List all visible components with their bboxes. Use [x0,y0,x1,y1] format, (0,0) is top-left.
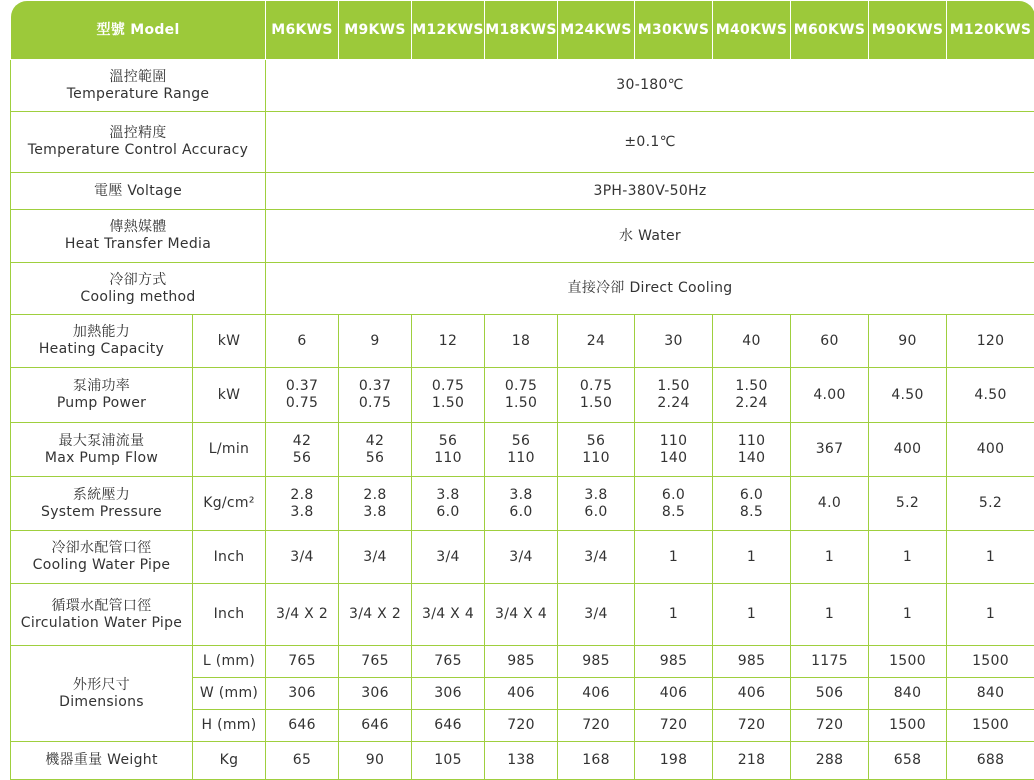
value-cell [869,477,947,531]
row-label [11,112,266,173]
unit-cell: H (mm) [193,710,266,742]
label-zh: 溫控範圍 [109,68,167,85]
value-cell: 765 [412,646,485,678]
value-cell [266,368,339,423]
unit-cell: L (mm) [193,646,266,678]
value-cell: 90 [869,315,947,368]
value-cell: 60 [791,315,869,368]
value-cell [791,368,869,423]
value-cell: 1 [947,531,1034,584]
value-cell: 658 [869,742,947,780]
value-line: 0.75 [579,378,613,394]
row-dimensions-l [11,646,1034,678]
value-cell: 1175 [791,646,869,678]
value-cell [713,477,791,531]
value-cell [791,423,869,477]
row-label [11,531,193,584]
value-cell: 646 [266,710,339,742]
label-zh: 傳熱媒體 [109,219,167,235]
unit-cell: Kg/cm² [193,477,266,531]
value-cell [412,477,485,531]
value-line: 367 [815,441,844,457]
unit-cell: kW [193,368,266,423]
value-line: 0.37 [358,378,392,394]
value-cell: 406 [713,678,791,710]
value-line: 5.2 [978,495,1003,511]
label-zh: 冷卻方式 [109,271,167,288]
value-cell: 985 [635,646,713,678]
row-control-accuracy [11,112,1034,173]
spec-table [10,0,1034,780]
value-line: 0.75 [285,395,319,411]
label-zh: 外形尺寸 [72,676,131,693]
value-cell: 646 [339,710,412,742]
value-cell: 218 [713,742,791,780]
value-line: 3.8 [363,503,387,520]
spanned-value: 3PH-380V-50Hz [266,173,1034,210]
value-cell: 306 [339,678,412,710]
value-line: 0.75 [504,378,538,394]
value-cell: 3/4 [412,531,485,584]
value-line: 3.8 [584,486,608,503]
value-cell: 168 [558,742,635,780]
value-cell: 985 [713,646,791,678]
row-max-pump-flow [11,423,1034,477]
value-line: 4.50 [891,386,924,403]
value-cell: 40 [713,315,791,368]
spanned-value: 水 Water [266,210,1034,263]
value-line: 1.50 [657,378,690,394]
value-cell: 765 [266,646,339,678]
value-cell: 1500 [947,710,1034,742]
value-cell: 720 [558,710,635,742]
value-cell [791,477,869,531]
row-pump-power [11,368,1034,423]
value-cell [266,477,339,531]
model-header-cell: M120KWS [947,1,1034,60]
row-label: 機器重量 Weight [11,742,193,780]
model-header-cell: M30KWS [635,1,713,60]
value-cell: 688 [947,742,1034,780]
label-en: Cooling Water Pipe [32,557,171,573]
value-line: 2.8 [290,486,314,503]
value-cell: 30 [635,315,713,368]
value-line: 3.8 [290,503,314,520]
value-line: 110 [737,432,766,449]
unit-cell: Inch [193,531,266,584]
row-cooling-water-pipe [11,531,1034,584]
value-cell: 1500 [869,710,947,742]
value-cell [485,368,558,423]
model-header-cell: M18KWS [485,1,558,60]
value-cell [485,477,558,531]
row-label [11,210,266,263]
row-label [11,60,266,112]
row-label [11,584,193,646]
value-cell: 6 [266,315,339,368]
value-line: 6.0 [436,503,460,520]
value-cell: 3/4 [485,531,558,584]
value-cell [713,423,791,477]
label-en: Dimensions [59,693,144,710]
value-cell: 1 [713,584,791,646]
model-header-cell: M12KWS [412,1,485,60]
value-cell: 1 [791,531,869,584]
label-zh: 加熱能力 [72,324,131,340]
value-line: 0.75 [431,378,465,394]
value-line: 140 [659,449,688,466]
value-cell: 18 [485,315,558,368]
value-cell: 720 [635,710,713,742]
value-cell [869,368,947,423]
unit-cell: W (mm) [193,678,266,710]
value-cell [412,423,485,477]
value-line: 0.75 [358,395,392,411]
value-line: 6.0 [661,486,686,503]
value-cell: 138 [485,742,558,780]
value-cell: 1 [635,531,713,584]
label-en: Max Pump Flow [44,449,159,466]
value-cell: 1500 [869,646,947,678]
value-cell: 720 [791,710,869,742]
label-en: Heat Transfer Media [64,236,212,252]
label-zh: 最大泵浦流量 [58,432,145,449]
value-cell: 9 [339,315,412,368]
value-line: 110 [582,449,610,466]
value-cell: 288 [791,742,869,780]
value-cell: 840 [947,678,1034,710]
value-cell: 306 [266,678,339,710]
value-cell: 720 [485,710,558,742]
value-cell: 1 [869,531,947,584]
row-circulation-water-pipe [11,584,1034,646]
value-cell [635,477,713,531]
value-cell: 3/4 [339,531,412,584]
value-line: 56 [586,432,606,449]
value-cell: 105 [412,742,485,780]
row-system-pressure [11,477,1034,531]
label-en: Cooling method [80,288,196,305]
value-cell [713,368,791,423]
value-line: 6.0 [584,503,608,520]
value-line: 400 [976,441,1005,457]
row-label [11,263,266,315]
value-cell [635,423,713,477]
unit-cell: Inch [193,584,266,646]
row-weight [11,742,1034,780]
value-cell [339,423,412,477]
value-cell: 1 [713,531,791,584]
value-cell: 646 [412,710,485,742]
value-line: 56 [292,449,312,466]
value-cell: 1500 [947,646,1034,678]
row-label [11,315,193,368]
row-label [11,423,193,477]
value-line: 110 [434,449,462,466]
model-header-cell: M9KWS [339,1,412,60]
row-label [11,646,193,742]
model-header-cell: M60KWS [791,1,869,60]
value-cell: 765 [339,646,412,678]
row-label [11,477,193,531]
value-cell: 3/4 [558,531,635,584]
value-cell [947,477,1034,531]
value-line: 3.8 [509,486,533,503]
value-cell: 12 [412,315,485,368]
value-cell: 406 [485,678,558,710]
value-cell: 3/4 [558,584,635,646]
value-cell [266,423,339,477]
value-cell: 3/4 X 2 [339,584,412,646]
row-heating-capacity [11,315,1034,368]
value-line: 5.2 [895,495,920,511]
unit-cell: L/min [193,423,266,477]
value-cell: 3/4 X 4 [485,584,558,646]
value-cell: 1 [635,584,713,646]
value-line: 6.0 [509,503,533,520]
value-line: 6.0 [739,486,764,503]
value-cell [869,423,947,477]
value-cell [558,423,635,477]
value-line: 8.5 [739,503,764,520]
model-header-cell: M24KWS [558,1,635,60]
value-cell: 985 [485,646,558,678]
value-line: 140 [737,449,766,466]
value-line: 42 [365,432,385,449]
value-cell: 3/4 X 2 [266,584,339,646]
value-cell: 24 [558,315,635,368]
value-cell: 406 [558,678,635,710]
model-header-cell: M90KWS [869,1,947,60]
value-cell: 840 [869,678,947,710]
value-cell: 3/4 X 4 [412,584,485,646]
value-cell [947,368,1034,423]
value-line: 56 [365,449,385,466]
row-voltage [11,173,1034,210]
spanned-value: 30-180℃ [266,60,1034,112]
label-zh: 冷卻水配管口徑 [51,540,152,556]
value-line: 2.24 [735,395,768,411]
value-line: 3.8 [436,486,460,503]
row-temperature-range [11,60,1034,112]
unit-cell: Kg [193,742,266,780]
header-row [11,1,1034,60]
value-line: 1.50 [431,395,465,411]
value-cell: 3/4 [266,531,339,584]
value-line: 1.50 [735,378,768,394]
value-cell [947,423,1034,477]
value-line: 1.50 [579,395,613,411]
value-line: 110 [659,432,688,449]
value-cell [635,368,713,423]
row-heat-transfer-media [11,210,1034,263]
label-zh: 溫控精度 [109,125,167,141]
label-zh: 循環水配管口徑 [51,597,152,614]
value-line: 4.0 [817,495,842,511]
value-line: 2.8 [363,486,387,503]
value-cell: 1 [791,584,869,646]
row-cooling-method [11,263,1034,315]
value-cell: 720 [713,710,791,742]
spanned-value: ±0.1℃ [266,112,1034,173]
value-cell: 90 [339,742,412,780]
value-line: 4.50 [974,386,1007,403]
value-cell: 406 [635,678,713,710]
model-header-cell: M40KWS [713,1,791,60]
label-en: Temperature Range [66,85,210,102]
value-line: 0.37 [285,378,319,394]
value-line: 42 [292,432,312,449]
value-cell [339,368,412,423]
value-cell: 65 [266,742,339,780]
value-cell: 985 [558,646,635,678]
value-cell [558,477,635,531]
label-zh: 泵浦功率 [72,378,131,394]
row-label [11,368,193,423]
value-cell [485,423,558,477]
value-line: 110 [507,449,535,466]
value-cell [339,477,412,531]
value-line: 4.00 [813,386,846,403]
label-en: Circulation Water Pipe [20,614,183,631]
value-line: 56 [438,432,458,449]
value-cell: 120 [947,315,1034,368]
label-en: Heating Capacity [38,341,165,357]
model-header-cell: M6KWS [266,1,339,60]
label-en: Pump Power [56,395,147,411]
value-cell [412,368,485,423]
value-cell: 1 [869,584,947,646]
value-line: 1.50 [504,395,538,411]
value-line: 400 [893,441,922,457]
value-cell: 1 [947,584,1034,646]
unit-cell: kW [193,315,266,368]
model-header: 型號 Model [11,1,266,60]
value-line: 2.24 [657,395,690,411]
label-en: Temperature Control Accuracy [27,142,249,158]
label-en: System Pressure [41,503,162,520]
label-zh: 系統壓力 [72,486,131,503]
spanned-value: 直接冷卻 Direct Cooling [266,263,1034,315]
value-line: 56 [511,432,531,449]
value-cell: 306 [412,678,485,710]
value-cell: 506 [791,678,869,710]
value-cell: 198 [635,742,713,780]
value-line: 8.5 [661,503,686,520]
value-cell [558,368,635,423]
row-label: 電壓 Voltage [11,173,266,210]
